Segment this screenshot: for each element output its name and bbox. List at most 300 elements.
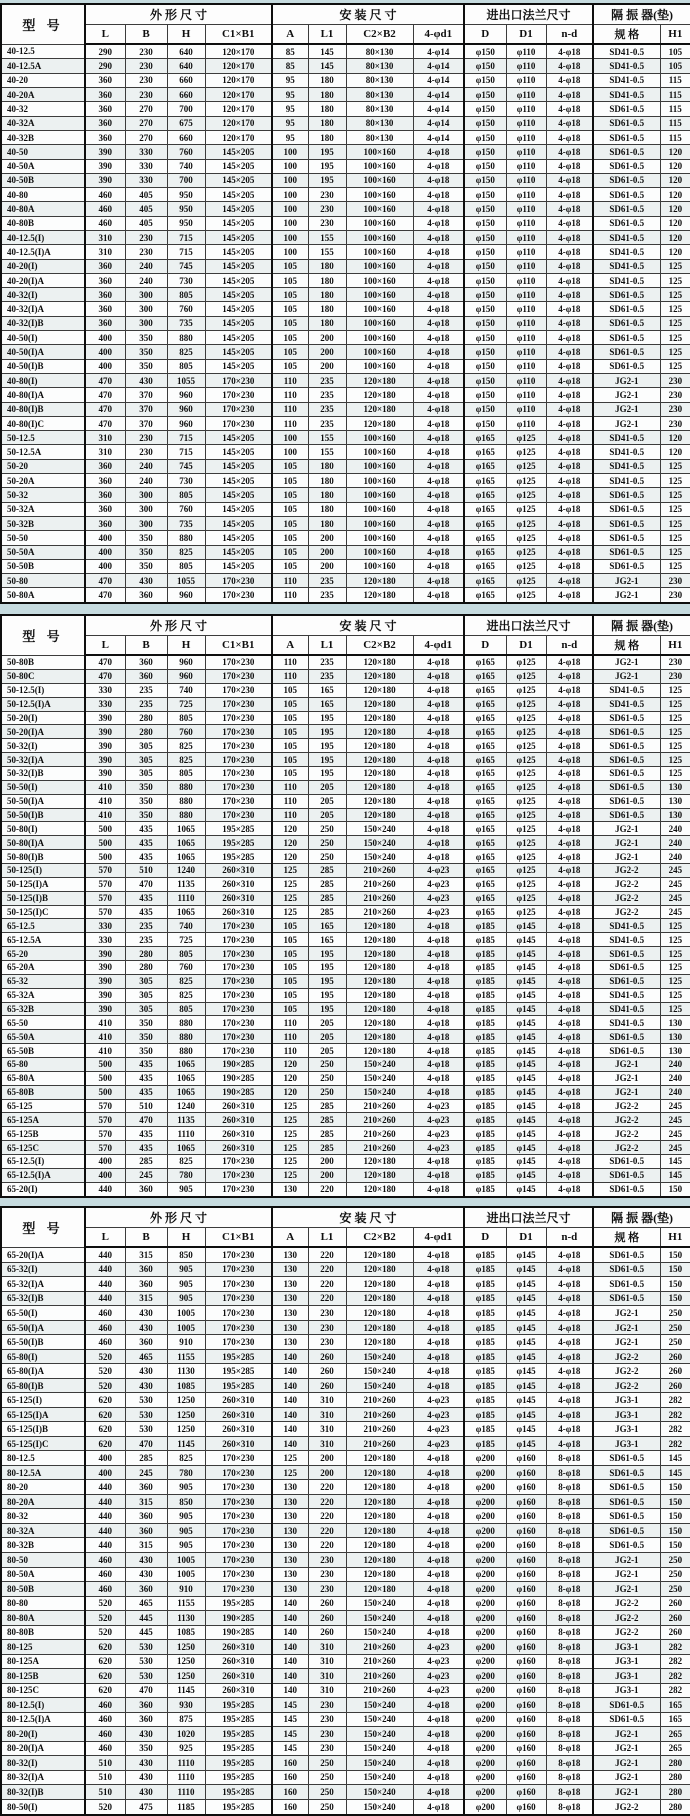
value-cell: SD61-0.5	[593, 1509, 660, 1524]
table-row	[1, 1113, 690, 1127]
value-cell: 4-φ23	[413, 1654, 464, 1669]
value-cell: 510	[85, 1770, 125, 1785]
value-cell: JG2-2	[593, 1141, 660, 1155]
value-cell: 4-φ18	[413, 502, 464, 516]
value-cell: 170×230	[205, 988, 272, 1002]
value-cell: 4-φ18	[546, 753, 593, 767]
value-cell: 115	[660, 116, 690, 130]
value-cell: 140	[272, 1436, 308, 1451]
value-cell: 145	[308, 59, 346, 73]
value-cell: φ150	[464, 416, 506, 430]
value-cell: 100×160	[346, 259, 413, 273]
value-cell: 195×285	[205, 1799, 272, 1815]
value-cell: 170×230	[205, 1247, 272, 1262]
value-cell: 4-φ18	[413, 388, 464, 402]
value-cell: 120×180	[346, 388, 413, 402]
table-row	[1, 1582, 690, 1597]
value-cell: 465	[125, 1349, 167, 1364]
value-cell: 310	[308, 1683, 346, 1698]
value-cell: 170×230	[205, 1291, 272, 1306]
value-cell: 1055	[167, 574, 205, 588]
model-cell: 50-12.5(I)A	[1, 697, 85, 711]
value-cell: JG2-1	[593, 822, 660, 836]
value-cell: 8-φ18	[546, 1553, 593, 1568]
value-cell: φ110	[506, 316, 546, 330]
model-cell: 80-80B	[1, 1625, 85, 1640]
value-cell: 245	[660, 1127, 690, 1141]
group-header: 外 形 尺 寸	[85, 4, 272, 25]
value-cell: 110	[272, 373, 308, 387]
model-cell: 40-12.5(I)	[1, 231, 85, 245]
value-cell: 100	[272, 431, 308, 445]
value-cell: 470	[125, 877, 167, 891]
table-row	[1, 1016, 690, 1030]
value-cell: 1065	[167, 1058, 205, 1072]
value-cell: 150×240	[346, 1378, 413, 1393]
value-cell: 145×205	[205, 202, 272, 216]
table-row	[1, 145, 690, 159]
value-cell: 500	[85, 1058, 125, 1072]
value-cell: 210×260	[346, 905, 413, 919]
value-cell: 4-φ18	[413, 1582, 464, 1597]
model-cell: 65-12.5	[1, 919, 85, 933]
value-cell: 4-φ23	[413, 1127, 464, 1141]
value-cell: 4-φ14	[413, 59, 464, 73]
value-cell: 445	[125, 1611, 167, 1626]
value-cell: φ160	[506, 1451, 546, 1466]
value-cell: 405	[125, 202, 167, 216]
table-row	[1, 1247, 690, 1262]
value-cell: 140	[272, 1640, 308, 1655]
model-cell: 50-80C	[1, 669, 85, 683]
value-cell: 1065	[167, 1071, 205, 1085]
value-cell: 700	[167, 102, 205, 116]
value-cell: 120×180	[346, 1335, 413, 1350]
value-cell: 530	[125, 1422, 167, 1437]
value-cell: 120×180	[346, 1451, 413, 1466]
value-cell: 950	[167, 188, 205, 202]
column-header: 4-φd1	[413, 1228, 464, 1248]
value-cell: 120×170	[205, 116, 272, 130]
value-cell: 200	[308, 1155, 346, 1169]
value-cell: 360	[125, 1509, 167, 1524]
value-cell: 170×230	[205, 1509, 272, 1524]
value-cell: 145×205	[205, 474, 272, 488]
value-cell: 190×285	[205, 1085, 272, 1099]
value-cell: 410	[85, 1016, 125, 1030]
value-cell: 4-φ14	[413, 73, 464, 87]
value-cell: 195×285	[205, 850, 272, 864]
value-cell: 120×180	[346, 697, 413, 711]
value-cell: 150	[660, 1509, 690, 1524]
value-cell: 250	[308, 1756, 346, 1771]
model-cell: 65-12.5A	[1, 933, 85, 947]
value-cell: 8-φ18	[546, 1494, 593, 1509]
value-cell: 960	[167, 588, 205, 603]
table-row	[1, 531, 690, 545]
value-cell: 4-φ18	[413, 474, 464, 488]
value-cell: φ125	[506, 545, 546, 559]
value-cell: 410	[85, 780, 125, 794]
value-cell: 245	[660, 877, 690, 891]
value-cell: φ160	[506, 1625, 546, 1640]
value-cell: 4-φ18	[413, 1306, 464, 1321]
value-cell: 4-φ23	[413, 1407, 464, 1422]
value-cell: 210×260	[346, 1393, 413, 1408]
value-cell: 140	[272, 1407, 308, 1422]
value-cell: 235	[308, 416, 346, 430]
value-cell: 745	[167, 459, 205, 473]
value-cell: 4-φ18	[546, 73, 593, 87]
value-cell: 430	[125, 1785, 167, 1800]
value-cell: 435	[125, 1141, 167, 1155]
group-header: 进出口法兰尺寸	[464, 4, 593, 25]
table-row	[1, 431, 690, 445]
value-cell: 200	[308, 1451, 346, 1466]
value-cell: 530	[125, 1640, 167, 1655]
value-cell: φ125	[506, 725, 546, 739]
model-cell: 80-20(I)A	[1, 1741, 85, 1756]
model-cell: 65-125B	[1, 1127, 85, 1141]
value-cell: 125	[272, 877, 308, 891]
value-cell: 170×230	[205, 711, 272, 725]
value-cell: 205	[308, 794, 346, 808]
value-cell: 4-φ18	[546, 1030, 593, 1044]
value-cell: 240	[125, 259, 167, 273]
value-cell: φ150	[464, 130, 506, 144]
value-cell: 170×230	[205, 961, 272, 975]
value-cell: 265	[660, 1741, 690, 1756]
value-cell: 260×310	[205, 1683, 272, 1698]
value-cell: SD61-0.5	[593, 159, 660, 173]
column-header: n-d	[546, 25, 593, 45]
model-cell: 65-125(I)B	[1, 1422, 85, 1437]
model-cell: 80-32(I)B	[1, 1785, 85, 1800]
value-cell: 170×230	[205, 1494, 272, 1509]
value-cell: 4-φ18	[413, 359, 464, 373]
value-cell: 195	[308, 159, 346, 173]
value-cell: 310	[85, 231, 125, 245]
value-cell: 4-φ18	[546, 1306, 593, 1321]
value-cell: φ200	[464, 1465, 506, 1480]
model-cell: 40-50A	[1, 159, 85, 173]
value-cell: 805	[167, 359, 205, 373]
value-cell: 230	[660, 655, 690, 669]
model-cell: 40-20A	[1, 88, 85, 102]
value-cell: 4-φ23	[413, 1669, 464, 1684]
value-cell: JG3-1	[593, 1669, 660, 1684]
value-cell: φ150	[464, 59, 506, 73]
value-cell: 195×285	[205, 1364, 272, 1379]
model-cell: 40-50(I)A	[1, 345, 85, 359]
table-row	[1, 1712, 690, 1727]
value-cell: 100×160	[346, 488, 413, 502]
value-cell: 620	[85, 1654, 125, 1669]
value-cell: 200	[308, 359, 346, 373]
value-cell: 350	[125, 794, 167, 808]
value-cell: 910	[167, 1582, 205, 1597]
value-cell: 4-φ18	[546, 159, 593, 173]
value-cell: 230	[125, 231, 167, 245]
value-cell: 745	[167, 259, 205, 273]
value-cell: 150×240	[346, 1085, 413, 1099]
value-cell: 640	[167, 59, 205, 73]
model-cell: 40-80B	[1, 216, 85, 230]
value-cell: 4-φ18	[546, 302, 593, 316]
value-cell: 4-φ18	[546, 933, 593, 947]
value-cell: 180	[308, 88, 346, 102]
value-cell: 230	[660, 574, 690, 588]
value-cell: 230	[125, 245, 167, 259]
value-cell: 125	[272, 1141, 308, 1155]
value-cell: 1065	[167, 850, 205, 864]
value-cell: 4-φ18	[413, 947, 464, 961]
value-cell: φ200	[464, 1741, 506, 1756]
value-cell: 115	[660, 130, 690, 144]
value-cell: 8-φ18	[546, 1567, 593, 1582]
value-cell: φ150	[464, 216, 506, 230]
value-cell: 4-φ18	[413, 1002, 464, 1016]
table-row	[1, 1182, 690, 1197]
value-cell: 125	[660, 474, 690, 488]
value-cell: φ200	[464, 1509, 506, 1524]
value-cell: SD61-0.5	[593, 145, 660, 159]
table-row	[1, 188, 690, 202]
model-cell: 50-80(I)A	[1, 836, 85, 850]
value-cell: φ150	[464, 231, 506, 245]
value-cell: 4-φ18	[413, 1785, 464, 1800]
value-cell: 125	[660, 516, 690, 530]
value-cell: 4-φ18	[413, 459, 464, 473]
table-row	[1, 1002, 690, 1016]
value-cell: 435	[125, 905, 167, 919]
value-cell: 470	[85, 388, 125, 402]
value-cell: 250	[308, 1071, 346, 1085]
value-cell: 100×160	[346, 516, 413, 530]
value-cell: 4-φ18	[546, 1168, 593, 1182]
value-cell: JG2-1	[593, 373, 660, 387]
value-cell: 390	[85, 173, 125, 187]
value-cell: 4-φ18	[413, 1291, 464, 1306]
model-cell: 40-20	[1, 73, 85, 87]
value-cell: 120	[660, 202, 690, 216]
value-cell: 130	[272, 1262, 308, 1277]
value-cell: 4-φ18	[413, 588, 464, 603]
value-cell: 282	[660, 1669, 690, 1684]
value-cell: φ125	[506, 488, 546, 502]
value-cell: 125	[660, 753, 690, 767]
value-cell: 120×180	[346, 1030, 413, 1044]
value-cell: 4-φ18	[413, 1335, 464, 1350]
value-cell: 240	[660, 836, 690, 850]
value-cell: 180	[308, 116, 346, 130]
value-cell: φ145	[506, 1422, 546, 1437]
value-cell: 4-φ18	[413, 780, 464, 794]
value-cell: 4-φ18	[413, 1625, 464, 1640]
model-cell: 65-20A	[1, 961, 85, 975]
value-cell: φ160	[506, 1538, 546, 1553]
value-cell: 282	[660, 1654, 690, 1669]
value-cell: 4-φ18	[413, 559, 464, 573]
column-header: D	[464, 636, 506, 656]
table-row	[1, 974, 690, 988]
model-cell: 80-50B	[1, 1582, 85, 1597]
table-row	[1, 416, 690, 430]
value-cell: φ145	[506, 1407, 546, 1422]
table-row	[1, 850, 690, 864]
value-cell: φ125	[506, 877, 546, 891]
value-cell: φ125	[506, 588, 546, 603]
value-cell: 4-φ18	[546, 864, 593, 878]
value-cell: 8-φ18	[546, 1785, 593, 1800]
value-cell: 150×240	[346, 1698, 413, 1713]
value-cell: SD61-0.5	[593, 116, 660, 130]
value-cell: 310	[308, 1422, 346, 1437]
value-cell: 100×160	[346, 273, 413, 287]
value-cell: 310	[308, 1436, 346, 1451]
value-cell: 150×240	[346, 1712, 413, 1727]
value-cell: 360	[125, 1277, 167, 1292]
value-cell: 570	[85, 905, 125, 919]
value-cell: 4-φ18	[546, 545, 593, 559]
value-cell: φ165	[464, 808, 506, 822]
value-cell: 220	[308, 1182, 346, 1197]
value-cell: 145×205	[205, 488, 272, 502]
value-cell: 260×310	[205, 1141, 272, 1155]
value-cell: 110	[272, 794, 308, 808]
value-cell: SD61-0.5	[593, 974, 660, 988]
model-cell: 40-12.5	[1, 44, 85, 59]
value-cell: 125	[660, 1002, 690, 1016]
value-cell: 4-φ18	[546, 574, 593, 588]
value-cell: φ145	[506, 1182, 546, 1197]
value-cell: 125	[660, 988, 690, 1002]
value-cell: 4-φ18	[546, 259, 593, 273]
value-cell: 4-φ18	[546, 416, 593, 430]
value-cell: 195	[308, 767, 346, 781]
value-cell: 1130	[167, 1611, 205, 1626]
table-row	[1, 1058, 690, 1072]
table-row	[1, 316, 690, 330]
value-cell: φ165	[464, 753, 506, 767]
value-cell: 470	[85, 416, 125, 430]
value-cell: 8-φ18	[546, 1451, 593, 1466]
value-cell: φ125	[506, 655, 546, 669]
value-cell: 100×160	[346, 188, 413, 202]
value-cell: 825	[167, 1451, 205, 1466]
value-cell: 8-φ18	[546, 1509, 593, 1524]
column-header: A	[272, 25, 308, 45]
column-header: H1	[660, 25, 690, 45]
value-cell: 315	[125, 1538, 167, 1553]
table-row	[1, 459, 690, 473]
value-cell: 170×230	[205, 1567, 272, 1582]
value-cell: 400	[85, 359, 125, 373]
value-cell: 125	[660, 331, 690, 345]
model-cell: 40-12.5(I)A	[1, 245, 85, 259]
value-cell: 4-φ18	[413, 822, 464, 836]
column-header: H	[167, 1228, 205, 1248]
value-cell: 410	[85, 794, 125, 808]
value-cell: 440	[85, 1277, 125, 1292]
value-cell: 130	[272, 1553, 308, 1568]
value-cell: JG3-1	[593, 1407, 660, 1422]
value-cell: 760	[167, 725, 205, 739]
value-cell: φ110	[506, 345, 546, 359]
value-cell: 250	[308, 1085, 346, 1099]
value-cell: 4-φ18	[413, 1262, 464, 1277]
value-cell: φ125	[506, 474, 546, 488]
value-cell: 170×230	[205, 947, 272, 961]
value-cell: 360	[125, 1582, 167, 1597]
value-cell: SD41-0.5	[593, 259, 660, 273]
value-cell: 510	[125, 1099, 167, 1113]
value-cell: 465	[125, 1596, 167, 1611]
value-cell: 120×180	[346, 1480, 413, 1495]
value-cell: 105	[272, 559, 308, 573]
value-cell: 4-φ23	[413, 1683, 464, 1698]
value-cell: 195×285	[205, 1770, 272, 1785]
value-cell: 125	[272, 1127, 308, 1141]
value-cell: 4-φ18	[413, 1155, 464, 1169]
value-cell: φ125	[506, 891, 546, 905]
value-cell: 930	[167, 1698, 205, 1713]
value-cell: 4-φ18	[546, 1099, 593, 1113]
value-cell: 430	[125, 574, 167, 588]
value-cell: 140	[272, 1422, 308, 1437]
value-cell: 250	[660, 1567, 690, 1582]
column-header: 规 格	[593, 1228, 660, 1248]
value-cell: 960	[167, 655, 205, 669]
value-cell: 4-φ18	[546, 1436, 593, 1451]
model-cell: 65-32(I)	[1, 1262, 85, 1277]
value-cell: 170×230	[205, 1465, 272, 1480]
value-cell: 170×230	[205, 1553, 272, 1568]
value-cell: 130	[660, 1016, 690, 1030]
value-cell: 170×230	[205, 373, 272, 387]
column-header: B	[125, 1228, 167, 1248]
value-cell: 405	[125, 216, 167, 230]
column-header: L1	[308, 25, 346, 45]
value-cell: 282	[660, 1407, 690, 1422]
value-cell: 725	[167, 697, 205, 711]
value-cell: 170×230	[205, 1335, 272, 1350]
value-cell: 145×205	[205, 531, 272, 545]
table-row	[1, 1611, 690, 1626]
value-cell: 1110	[167, 891, 205, 905]
value-cell: 170×230	[205, 1451, 272, 1466]
value-cell: 230	[308, 1553, 346, 1568]
model-column-header: 型 号	[1, 615, 85, 655]
value-cell: 170×230	[205, 1002, 272, 1016]
value-cell: 390	[85, 767, 125, 781]
value-cell: φ150	[464, 88, 506, 102]
value-cell: SD41-0.5	[593, 474, 660, 488]
value-cell: φ185	[464, 1155, 506, 1169]
value-cell: 210×260	[346, 1640, 413, 1655]
value-cell: 370	[125, 402, 167, 416]
value-cell: 125	[660, 697, 690, 711]
value-cell: φ200	[464, 1611, 506, 1626]
value-cell: φ125	[506, 459, 546, 473]
value-cell: 4-φ18	[546, 245, 593, 259]
value-cell: 1145	[167, 1683, 205, 1698]
value-cell: 100×160	[346, 431, 413, 445]
value-cell: φ160	[506, 1741, 546, 1756]
value-cell: φ125	[506, 516, 546, 530]
value-cell: 440	[85, 1247, 125, 1262]
value-cell: 105	[272, 516, 308, 530]
